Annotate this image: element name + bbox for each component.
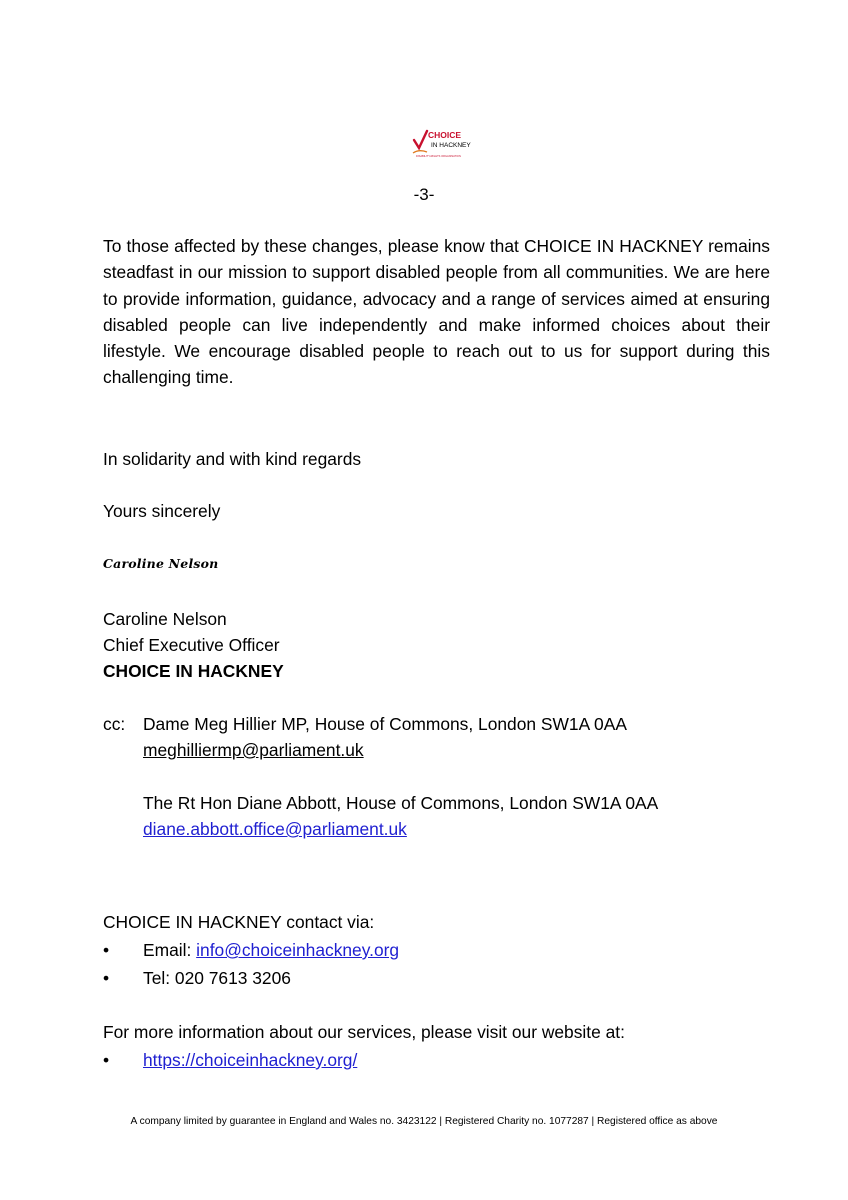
website-link[interactable]: https://choiceinhackney.org/ [143, 1050, 358, 1070]
logo-graphic [411, 128, 471, 160]
body-paragraph: To those affected by these changes, please know that CHOICE IN HACKNEY remains steadfast in our mission to support disabled people from all communities. We are here to provide information, guidance, advocacy and a range of services aimed at ensuring disabled people can live independently and make informed choices about their lifestyle. We encourage disabled people to reach out to us for support during this challenging time. [103, 236, 770, 388]
cc-recipient-2-email [143, 817, 407, 841]
contact-tel-item: Tel: 020 7613 3206 [143, 968, 291, 988]
logo-tagline: DISABILITY-RIGHTS ORGANISATION [416, 155, 461, 158]
page-number: -3- [413, 185, 435, 204]
contact-tel-bullet: • [103, 968, 110, 988]
footer-legal-text: A company limited by guarantee in England and Wales no. 3423122 | Registered Charity no. 1077287 | Registered office as above [130, 1116, 718, 1127]
website-bullet: • [103, 1050, 110, 1070]
choice-in-hackney-logo [411, 128, 471, 160]
logo-checkmark-icon [414, 131, 427, 148]
contact-email-link[interactable]: info@choiceinhackney.org [196, 940, 400, 960]
logo-text-line2: IN HACKNEY [431, 142, 471, 149]
contact-email-item [143, 938, 399, 962]
contact-heading: CHOICE IN HACKNEY contact via: [103, 912, 375, 932]
contact-email-bullet: • [103, 940, 110, 960]
cc-recipient-1-email [143, 738, 364, 762]
signer-name: Caroline Nelson [103, 609, 227, 629]
website-item [143, 1048, 357, 1072]
cc-recipient-2-email-link[interactable]: diane.abbott.office@parliament.uk [143, 819, 407, 839]
cc-recipient-2-address: The Rt Hon Diane Abbott, House of Commons, London SW1A 0AA [143, 793, 659, 813]
cc-recipient-1-address: Dame Meg Hillier MP, House of Commons, London SW1A 0AA [143, 714, 627, 734]
signature: Caroline Nelson [103, 556, 219, 571]
logo-text-line1: CHOICE [428, 130, 462, 140]
website-intro: For more information about our services, please visit our website at: [103, 1022, 625, 1042]
closing-regards: In solidarity and with kind regards [103, 449, 362, 469]
cc-label: cc: [103, 714, 126, 734]
contact-email-label: Email: [143, 940, 197, 960]
signer-organisation: CHOICE IN HACKNEY [103, 661, 284, 681]
signer-title: Chief Executive Officer [103, 635, 280, 655]
closing-sincerely: Yours sincerely [103, 501, 221, 521]
cc-recipient-1-email-text[interactable]: meghilliermp@parliament.uk [143, 740, 364, 760]
logo-swoosh [413, 151, 427, 153]
